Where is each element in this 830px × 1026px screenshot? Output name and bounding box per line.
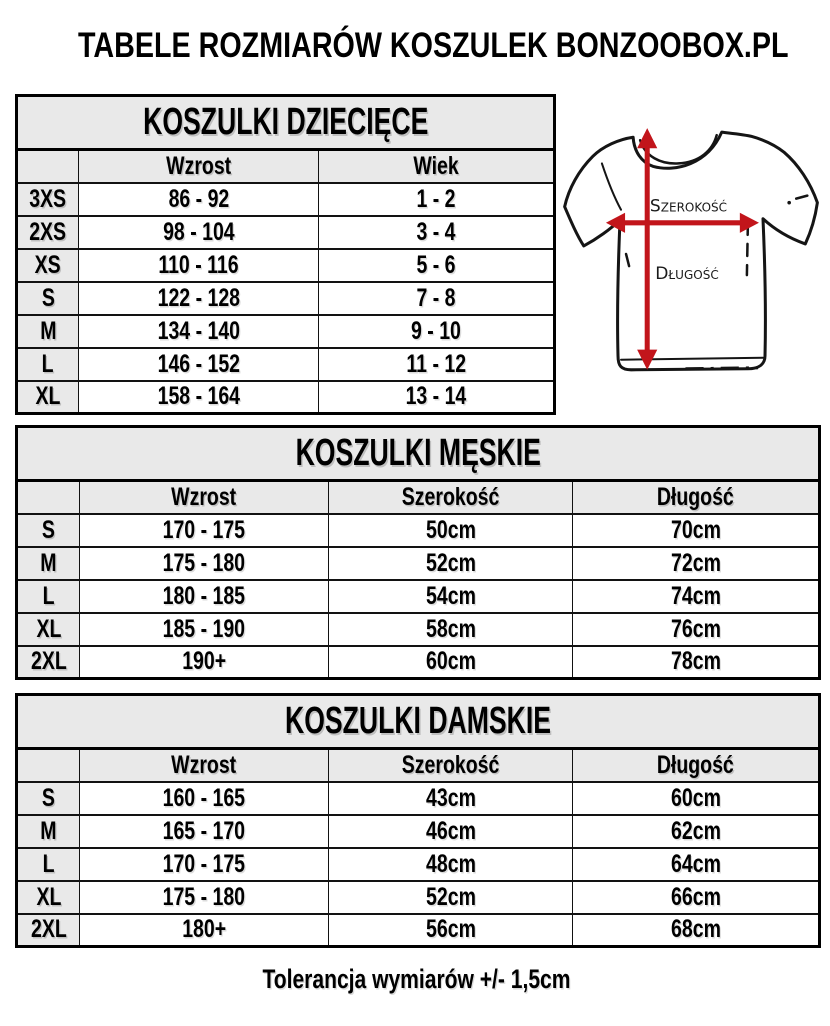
value-cell: 54cm <box>329 580 573 613</box>
table-row <box>17 381 555 414</box>
table-row <box>17 848 820 881</box>
size-label: 2XL <box>17 646 80 679</box>
table-title-row <box>17 96 555 150</box>
value-cell: 134 - 140 <box>79 315 319 348</box>
value-cell: 64cm <box>573 848 820 881</box>
size-label: XL <box>17 881 80 914</box>
column-header: Długość <box>573 481 820 514</box>
table-row <box>17 282 555 315</box>
value-cell: 175 - 180 <box>80 881 329 914</box>
size-label: 2XS <box>17 216 79 249</box>
length-label: Długość <box>655 264 719 285</box>
tshirt-measurement-diagram <box>556 94 824 415</box>
table-row <box>17 514 820 547</box>
value-cell: 158 - 164 <box>79 381 319 414</box>
table-row <box>17 183 555 216</box>
column-header: Wiek <box>319 150 555 183</box>
table-row <box>17 613 820 646</box>
value-cell: 170 - 175 <box>80 514 329 547</box>
value-cell: 56cm <box>329 914 573 947</box>
size-label: M <box>17 815 80 848</box>
size-label: L <box>17 348 79 381</box>
value-cell: 13 - 14 <box>319 381 555 414</box>
table-title-row <box>17 695 820 749</box>
value-cell: 60cm <box>329 646 573 679</box>
value-cell: 70cm <box>573 514 820 547</box>
size-label: L <box>17 580 80 613</box>
table-row <box>17 249 555 282</box>
corner-cell <box>17 150 79 183</box>
column-header-row <box>17 749 820 782</box>
women-sizes-table <box>15 693 821 948</box>
value-cell: 60cm <box>573 782 820 815</box>
value-cell: 9 - 10 <box>319 315 555 348</box>
column-header-row <box>17 150 555 183</box>
value-cell: 86 - 92 <box>79 183 319 216</box>
value-cell: 5 - 6 <box>319 249 555 282</box>
value-cell: 11 - 12 <box>319 348 555 381</box>
value-cell: 43cm <box>329 782 573 815</box>
column-header: Wzrost <box>79 150 319 183</box>
size-label: S <box>17 282 79 315</box>
value-cell: 165 - 170 <box>80 815 329 848</box>
value-cell: 66cm <box>573 881 820 914</box>
top-row <box>15 94 818 415</box>
value-cell: 146 - 152 <box>79 348 319 381</box>
value-cell: 46cm <box>329 815 573 848</box>
value-cell: 170 - 175 <box>80 848 329 881</box>
table-row <box>17 580 820 613</box>
table-row <box>17 782 820 815</box>
right-sleeve-dot <box>787 201 791 205</box>
column-header: Wzrost <box>80 481 329 514</box>
table-title-row <box>17 427 820 481</box>
table-row <box>17 815 820 848</box>
value-cell: 72cm <box>573 547 820 580</box>
table-row <box>17 646 820 679</box>
value-cell: 62cm <box>573 815 820 848</box>
size-label: 2XL <box>17 914 80 947</box>
value-cell: 180+ <box>80 914 329 947</box>
table-row <box>17 216 555 249</box>
content <box>0 94 830 995</box>
size-label: M <box>17 315 79 348</box>
value-cell: 185 - 190 <box>80 613 329 646</box>
column-header: Szerokość <box>329 481 573 514</box>
table-row <box>17 348 555 381</box>
value-cell: 58cm <box>329 613 573 646</box>
table-title: KOSZULKI DZIECIĘCE <box>17 96 555 150</box>
table-row <box>17 315 555 348</box>
tolerance-note: Tolerancja wymiarów +/- 1,5cm <box>262 964 571 994</box>
value-cell: 78cm <box>573 646 820 679</box>
value-cell: 48cm <box>329 848 573 881</box>
size-label: S <box>17 782 80 815</box>
value-cell: 98 - 104 <box>79 216 319 249</box>
value-cell: 68cm <box>573 914 820 947</box>
size-label: XS <box>17 249 79 282</box>
table-title: KOSZULKI DAMSKIE <box>17 695 820 749</box>
corner-cell <box>17 481 80 514</box>
table-row <box>17 914 820 947</box>
value-cell: 74cm <box>573 580 820 613</box>
value-cell: 160 - 165 <box>80 782 329 815</box>
value-cell: 175 - 180 <box>80 547 329 580</box>
table-title: KOSZULKI MĘSKIE <box>17 427 820 481</box>
table-row <box>17 881 820 914</box>
value-cell: 76cm <box>573 613 820 646</box>
corner-cell <box>17 749 80 782</box>
value-cell: 180 - 185 <box>80 580 329 613</box>
size-label: XL <box>17 613 80 646</box>
size-label: S <box>17 514 80 547</box>
column-header-row <box>17 481 820 514</box>
size-label: XL <box>17 381 79 414</box>
value-cell: 7 - 8 <box>319 282 555 315</box>
value-cell: 1 - 2 <box>319 183 555 216</box>
tshirt-illustration <box>556 106 824 398</box>
column-header: Szerokość <box>329 749 573 782</box>
size-label: M <box>17 547 80 580</box>
value-cell: 110 - 116 <box>79 249 319 282</box>
table-row <box>17 547 820 580</box>
column-header: Długość <box>573 749 820 782</box>
size-label: 3XS <box>17 183 79 216</box>
right-side-dashed-seam <box>747 223 748 275</box>
men-sizes-table <box>15 425 821 680</box>
value-cell: 3 - 4 <box>319 216 555 249</box>
value-cell: 50cm <box>329 514 573 547</box>
hem-dashdot <box>686 368 758 369</box>
value-cell: 52cm <box>329 547 573 580</box>
width-label: Szerokość <box>649 196 728 217</box>
page-title: TABELE ROZMIARÓW KOSZULEK BONZOOBOX.PL <box>77 26 789 65</box>
value-cell: 122 - 128 <box>79 282 319 315</box>
children-sizes-table <box>15 94 556 415</box>
value-cell: 190+ <box>80 646 329 679</box>
size-label: L <box>17 848 80 881</box>
value-cell: 52cm <box>329 881 573 914</box>
column-header: Wzrost <box>80 749 329 782</box>
